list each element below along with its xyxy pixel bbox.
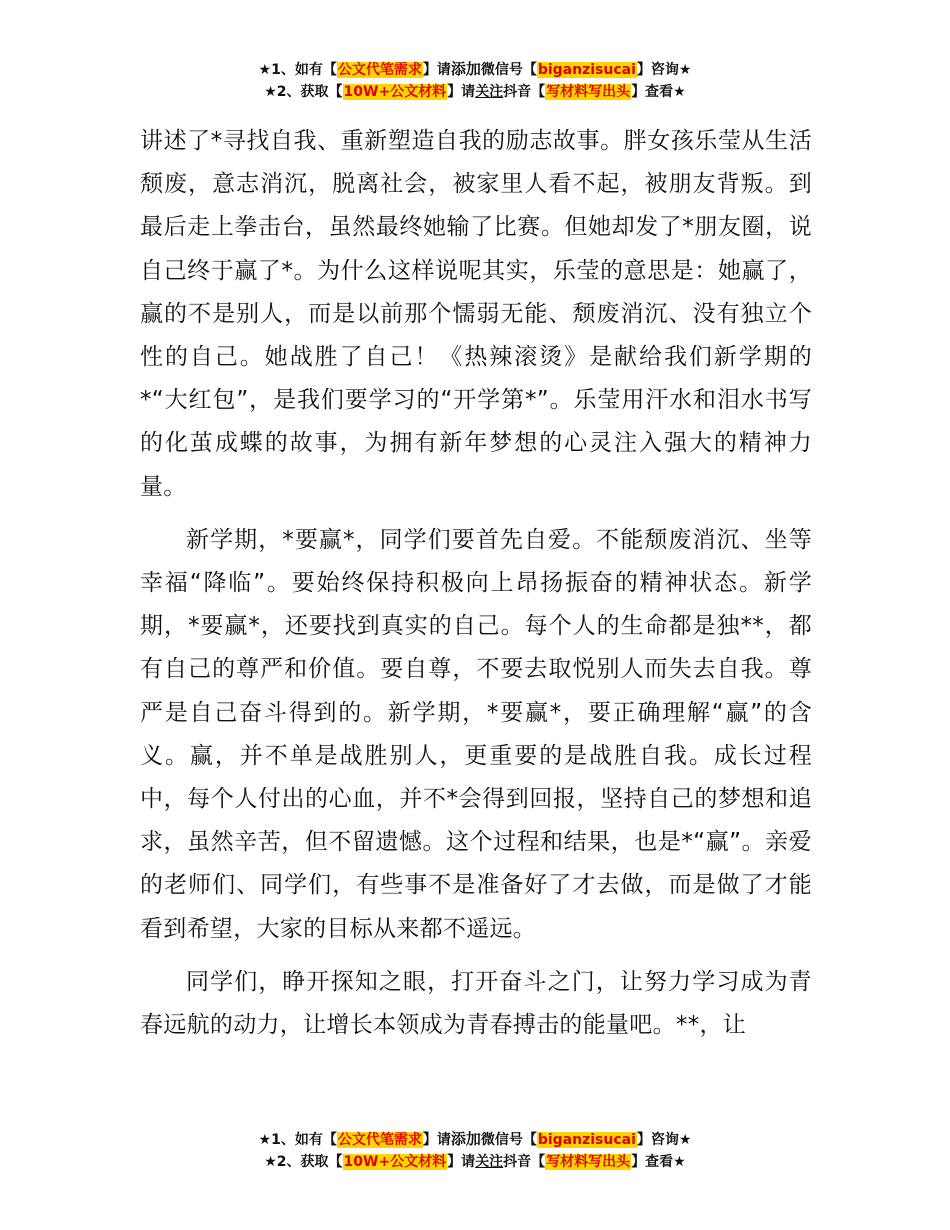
footer-line-2-mid2: 抖音【	[503, 1154, 546, 1170]
paragraph-3: 同学们，睁开探知之眼，打开奋斗之门，让努力学习成为青春远航的动力，让增长本领成为青春搏击的能量吧。**，让	[140, 968, 812, 1039]
footer-line-1-mid: 】请	[422, 1132, 451, 1148]
header-line-2	[0, 81, 950, 103]
footer-wechat-id: biganzisucai	[537, 1132, 636, 1148]
footer-line-2-mid: 】请	[447, 1154, 476, 1170]
footer-line-2-suffix: 】查看★	[631, 1154, 686, 1170]
paragraph-1: 讲述了*寻找自我、重新塑造自我的励志故事。胖女孩乐莹从生活颓废，意志消沉，脱离社会，被家里人看不起，被朋友背叛。到最后走上拳击台，虽然最终她输了比赛。但她却发了*朋友圈，说自己终于赢了*。为什么这样说呢其实，乐莹的意思是：她赢了，赢的不是别人，而是以前那个懦弱无能、颓废消沉、没有独立个性的自己。她战胜了自己！《热辣滚烫》是献给我们新学期的*“大红包”，是我们要学习的“开学第*”。乐莹用汗水和泪水书写的化茧成蝶的故事，为拥有新年梦想的心灵注入强大的精神力量。	[140, 128, 812, 500]
header-line-1-mid2: 微信号【	[480, 62, 537, 78]
header-highlight-materials: 10W+公文材料	[343, 84, 447, 100]
header-wechat-id: biganzisucai	[537, 62, 636, 78]
header-follow-text: 关注	[475, 84, 504, 100]
footer-line-1	[0, 1128, 950, 1151]
document-body	[140, 120, 812, 1047]
header-line-2-suffix: 】查看★	[631, 84, 686, 100]
header-douyin-account: 写材料写出头	[546, 84, 631, 100]
footer-banner	[0, 1128, 950, 1173]
header-line-1-mid: 】请	[422, 62, 451, 78]
footer-highlight-materials: 10W+公文材料	[343, 1154, 447, 1170]
header-line-2-mid2: 抖音【	[503, 84, 546, 100]
footer-line-1-suffix: 】咨询★	[636, 1132, 692, 1148]
paragraph-2: 新学期，*要赢*，同学们要首先自爱。不能颓废消沉、坐等幸福“降临”。要始终保持积极向上昂扬振奋的精神状态。新学期，*要赢*，还要找到真实的自己。每个人的生命都是独**，都有自己的尊严和价值。要自尊，不要去取悦别人而失去自我。尊严是自己奋斗得到的。新学期，*要赢*，要正确理解“赢”的含义。赢，并不单是战胜别人，更重要的是战胜自我。成长过程中，每个人付出的心血，并不*会得到回报，坚持自己的梦想和追求，虽然辛苦，但不留遗憾。这个过程和结果，也是*“赢”。亲爱的老师们、同学们，有些事不是准备好了才去做，而是做了才能看到希望，大家的目标从来都不遥远。	[140, 526, 812, 942]
footer-follow-text: 关注	[475, 1154, 504, 1170]
footer-line-2	[0, 1151, 950, 1173]
footer-line-1-mid2: 微信号【	[480, 1132, 537, 1148]
footer-line-1-prefix: ★1、如有【	[258, 1132, 337, 1148]
header-add-text: 添加	[450, 60, 481, 78]
header-line-1	[0, 58, 950, 81]
footer-add-text: 添加	[450, 1130, 481, 1148]
header-line-1-prefix: ★1、如有【	[258, 62, 337, 78]
footer-highlight-service: 公文代笔需求	[337, 1132, 422, 1148]
header-line-2-mid: 】请	[447, 84, 476, 100]
header-banner	[0, 58, 950, 103]
footer-line-2-prefix: ★2、获取【	[264, 1154, 343, 1170]
header-line-2-prefix: ★2、获取【	[264, 84, 343, 100]
header-line-1-suffix: 】咨询★	[636, 62, 692, 78]
header-highlight-service: 公文代笔需求	[337, 62, 422, 78]
footer-douyin-account: 写材料写出头	[546, 1154, 631, 1170]
